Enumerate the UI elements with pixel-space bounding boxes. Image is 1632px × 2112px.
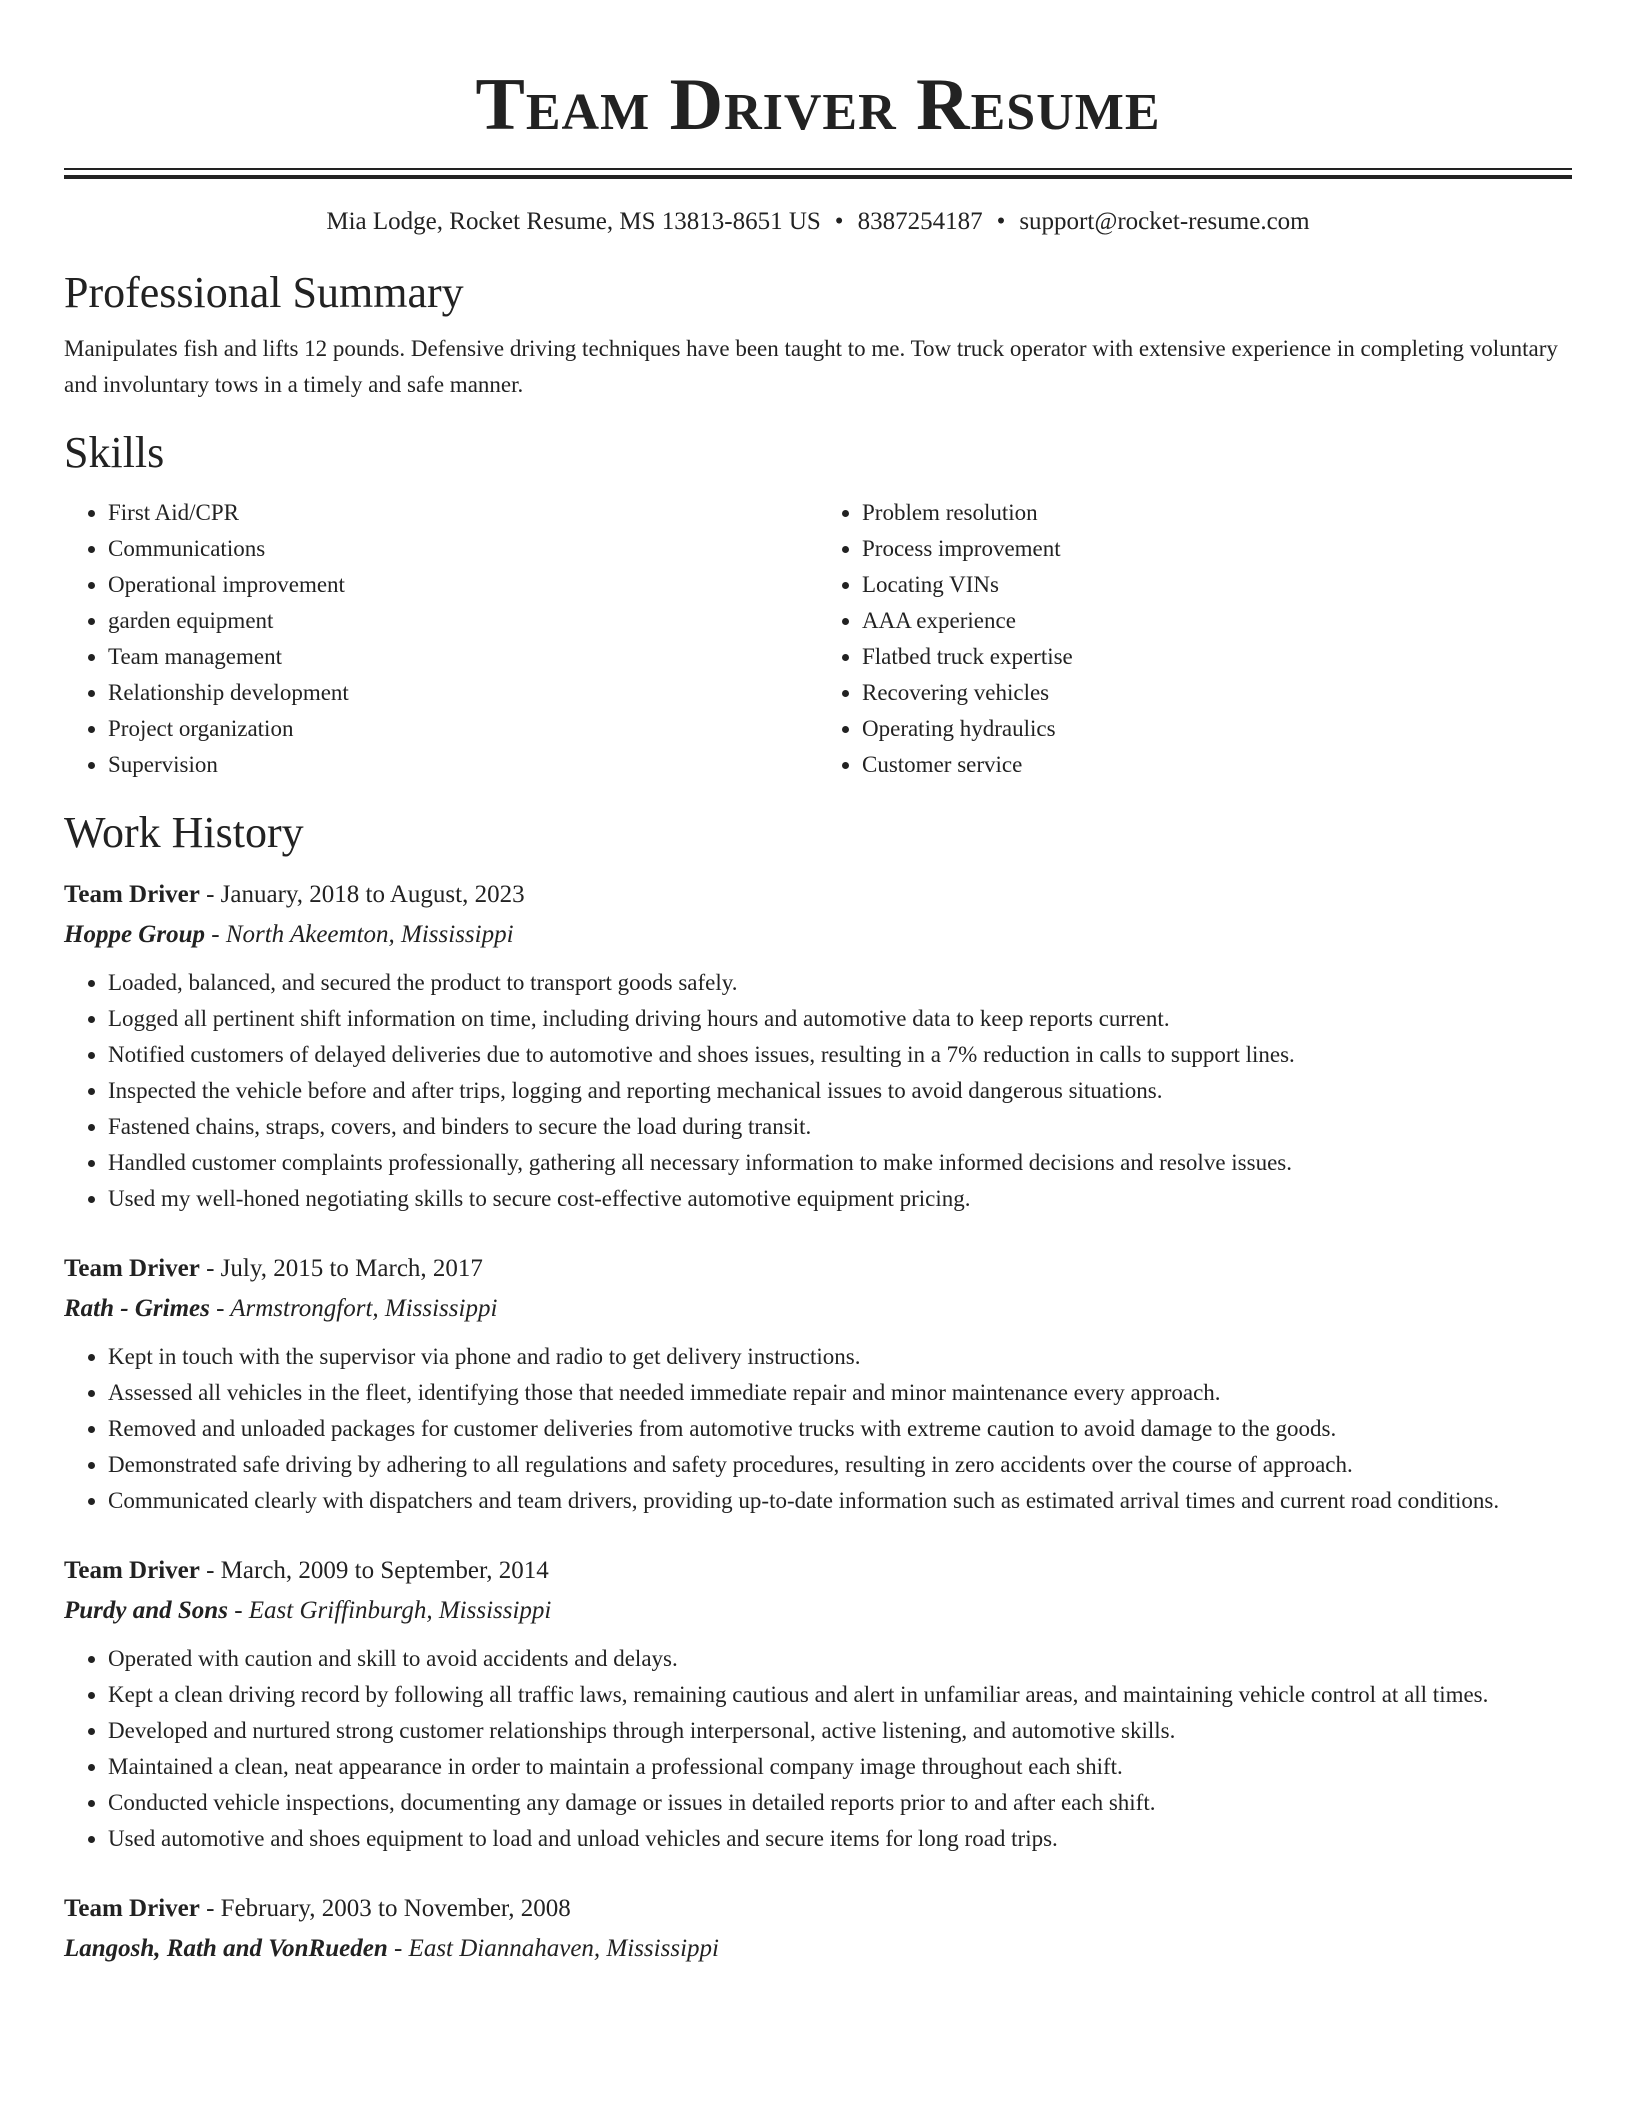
- job-dates: March, 2009 to September, 2014: [220, 1557, 549, 1584]
- page-title: Team Driver Resume: [475, 64, 1161, 146]
- dash-separator: -: [204, 921, 226, 948]
- job-title: Team Driver: [64, 1255, 200, 1282]
- company-line: [64, 915, 1572, 955]
- job-bullet: • Maintained a clean, neat appearance in order to maintain a professional company image throughout each shift.: [108, 1749, 1572, 1785]
- dash-separator: -: [199, 1895, 221, 1922]
- company-name: Rath - Grimes: [64, 1295, 210, 1322]
- skill-item: • Operating hydraulics: [862, 711, 1572, 747]
- job-bullet: • Operated with caution and skill to avoid accidents and delays.: [108, 1641, 1572, 1677]
- company-name: Purdy and Sons: [64, 1597, 228, 1624]
- job-bullet: • Used automotive and shoes equipment to load and unload vehicles and secure items for long road trips.: [108, 1821, 1572, 1857]
- skill-item: • Communications: [108, 531, 818, 567]
- skill-item: • Team management: [108, 639, 818, 675]
- work-history-heading: Work History: [64, 808, 304, 857]
- skill-item: • First Aid/CPR: [108, 495, 818, 531]
- resume-page: [64, 0, 1572, 1969]
- job-bullet: • Used my well-honed negotiating skills to secure cost-effective automotive equipment pricing.: [108, 1181, 1572, 1217]
- job-dates: January, 2018 to August, 2023: [220, 881, 525, 908]
- job-dates: February, 2003 to November, 2008: [220, 1895, 571, 1922]
- job-dates: July, 2015 to March, 2017: [220, 1255, 483, 1282]
- title-double-rule: [64, 168, 1572, 179]
- job-title-line: [64, 875, 1572, 915]
- job-title-line: [64, 1889, 1572, 1929]
- dash-separator: -: [199, 1255, 221, 1282]
- job-bullet: • Assessed all vehicles in the fleet, identifying those that needed immediate repair and minor maintenance every approach.: [108, 1375, 1572, 1411]
- dash-separator: -: [199, 881, 221, 908]
- job-bullet: • Developed and nurtured strong customer relationships through interpersonal, active listening, and automotive skills.: [108, 1713, 1572, 1749]
- company-location: East Diannahaven, Mississippi: [408, 1935, 719, 1962]
- job-bullet: • Conducted vehicle inspections, documenting any damage or issues in detailed reports prior to and after each shift.: [108, 1785, 1572, 1821]
- bullet-separator: •: [834, 208, 844, 235]
- skill-item: • Supervision: [108, 747, 818, 783]
- summary-text: Manipulates fish and lifts 12 pounds. Defensive driving techniques have been taught to me. Tow truck operator with extensive experience in completing voluntary and involuntary tows in a timely and safe manner.: [64, 336, 1558, 397]
- company-line: [64, 1289, 1572, 1329]
- skill-item: • Operational improvement: [108, 567, 818, 603]
- company-line: [64, 1591, 1572, 1631]
- company-location: North Akeemton, Mississippi: [225, 921, 514, 948]
- job-bullet-list: [64, 1641, 1572, 1857]
- job-entry: [64, 1889, 1572, 1969]
- job-bullet: • Loaded, balanced, and secured the product to transport goods safely.: [108, 965, 1572, 1001]
- job-bullet: • Logged all pertinent shift information on time, including driving hours and automotive data to keep reports current.: [108, 1001, 1572, 1037]
- skills-column-right: [818, 495, 1572, 783]
- company-name: Langosh, Rath and VonRueden: [64, 1935, 388, 1962]
- skill-item: • Project organization: [108, 711, 818, 747]
- skill-item: • AAA experience: [862, 603, 1572, 639]
- company-name: Hoppe Group: [64, 921, 205, 948]
- contact-phone: 8387254187: [857, 208, 983, 235]
- company-location: East Griffinburgh, Mississippi: [248, 1597, 552, 1624]
- skill-item: • Locating VINs: [862, 567, 1572, 603]
- contact-email: support@rocket-resume.com: [1019, 208, 1310, 235]
- job-title: Team Driver: [64, 1895, 200, 1922]
- job-bullet: • Demonstrated safe driving by adhering to all regulations and safety procedures, resulting in zero accidents over the course of approach.: [108, 1447, 1572, 1483]
- job-title: Team Driver: [64, 1557, 200, 1584]
- dash-separator: -: [199, 1557, 221, 1584]
- skills-grid: [64, 495, 1572, 783]
- skill-item: • Process improvement: [862, 531, 1572, 567]
- job-title-line: [64, 1551, 1572, 1591]
- skills-column-left: [64, 495, 818, 783]
- skill-item: • garden equipment: [108, 603, 818, 639]
- skill-item: • Problem resolution: [862, 495, 1572, 531]
- skill-item: • Relationship development: [108, 675, 818, 711]
- summary-heading: Professional Summary: [64, 268, 464, 317]
- job-bullet: • Handled customer complaints professionally, gathering all necessary information to make informed decisions and resolve issues.: [108, 1145, 1572, 1181]
- skills-heading: Skills: [64, 428, 165, 477]
- job-bullet: • Kept a clean driving record by following all traffic laws, remaining cautious and alert in unfamiliar areas, and maintaining vehicle control at all times.: [108, 1677, 1572, 1713]
- company-line: [64, 1929, 1572, 1969]
- job-bullet-list: [64, 1339, 1572, 1519]
- dash-separator: -: [227, 1597, 249, 1624]
- company-location: Armstrongfort, Mississippi: [230, 1295, 498, 1322]
- job-title-line: [64, 1249, 1572, 1289]
- job-bullet: • Kept in touch with the supervisor via phone and radio to get delivery instructions.: [108, 1339, 1572, 1375]
- dash-separator: -: [209, 1295, 231, 1322]
- contact-address: Mia Lodge, Rocket Resume, MS 13813-8651 US: [326, 208, 821, 235]
- job-entry: [64, 1551, 1572, 1857]
- job-bullet: • Notified customers of delayed deliveries due to automotive and shoes issues, resulting in a 7% reduction in calls to support lines.: [108, 1037, 1572, 1073]
- job-bullet-list: [64, 965, 1572, 1217]
- skill-item: • Recovering vehicles: [862, 675, 1572, 711]
- skill-item: • Customer service: [862, 747, 1572, 783]
- contact-line: [64, 205, 1572, 239]
- bullet-separator: •: [996, 208, 1006, 235]
- dash-separator: -: [387, 1935, 409, 1962]
- job-entry: [64, 875, 1572, 1217]
- job-title: Team Driver: [64, 881, 200, 908]
- job-entry: [64, 1249, 1572, 1519]
- job-bullet: • Fastened chains, straps, covers, and binders to secure the load during transit.: [108, 1109, 1572, 1145]
- job-bullet: • Communicated clearly with dispatchers and team drivers, providing up-to-date information such as estimated arrival times and current road conditions.: [108, 1483, 1572, 1519]
- job-bullet: • Inspected the vehicle before and after trips, logging and reporting mechanical issues to avoid dangerous situations.: [108, 1073, 1572, 1109]
- skill-item: • Flatbed truck expertise: [862, 639, 1572, 675]
- job-bullet: • Removed and unloaded packages for customer deliveries from automotive trucks with extreme caution to avoid damage to the goods.: [108, 1411, 1572, 1447]
